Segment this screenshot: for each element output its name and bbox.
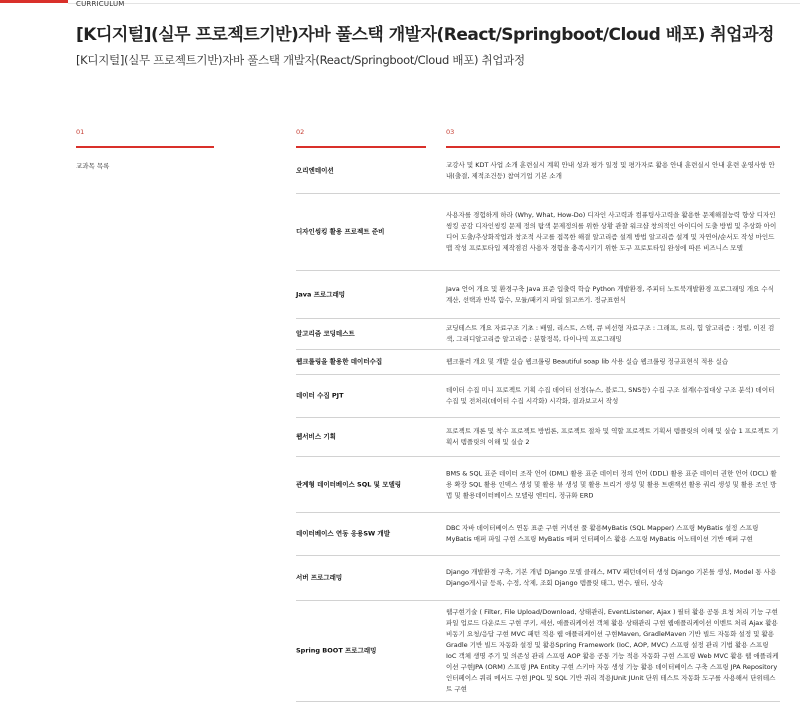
- table-row: [296, 513, 780, 556]
- course-name: 웹서비스 기획: [296, 432, 336, 441]
- course-description: 웹크롤러 개요 및 개발 실습 웹크롤링 Beautiful soap lib 사용 실습 웹크롤링 정규표현식 적용 실습: [446, 357, 729, 366]
- column-number-1: 01: [76, 128, 85, 136]
- table-row: [296, 194, 780, 271]
- course-description: Django 개발환경 구축, 기본 개념 Django 모델 클래스, MTV 패턴데이터 생성 Django 기본틀 생성, Model 통 사용 Django게시글 등록, 수정, 삭제, 조회 Django 템플릿 태그, 변수, 필터, 상속: [446, 568, 777, 587]
- course-description: 코딩테스트 개요 자료구조 기초 : 배열, 리스트, 스택, 큐 비선형 자료구조 : 그래프, 트리, 힙 알고리즘 : 정렬, 이진 검색, 그리디알고리즘 알고리즘 : 분할정복, 다이나믹 프로그래밍: [446, 324, 775, 343]
- top-divider: [68, 3, 800, 4]
- course-name: 오리엔테이션: [296, 166, 334, 174]
- course-name: Spring BOOT 프로그래밍: [296, 646, 377, 655]
- course-name: 디자인씽킹 활용 프로젝트 준비: [296, 227, 385, 236]
- column-number-2: 02: [296, 128, 305, 136]
- course-name: 서버 프로그래밍: [296, 573, 343, 582]
- table-row: [296, 457, 780, 513]
- course-name: Java 프로그래밍: [296, 290, 346, 298]
- table-row: [296, 556, 780, 601]
- course-description: BMS & SQL 표준 데이터 조작 언어 (DML) 활용 표준 데이터 정의 언어 (DDL) 활용 표준 데이터 권한 언어 (DCL) 활용 확장 SQL 활용 인덱스 생성 및 활용 뷰 생성 및 활용 트리거 생성 및 활용 트랜잭션 활용 쿼리 생성 및 활용 조인 방법 및 활용데이터베이스 모델링 엔티티, 정규화 ERD: [446, 469, 777, 499]
- course-description: 프로젝트 개론 및 착수 프로젝트 방법론, 프로젝트 절차 및 역할 프로젝트 기획서 템플릿의 이해 및 실습 1 프로젝트 기획서 템플릿의 이해 및 실습 2: [446, 427, 779, 446]
- page-title: [K디지털](실무 프로젝트기반)자바 풀스택 개발자(React/Springboot/Cloud 배포) 취업과정: [76, 25, 774, 45]
- table-row: [296, 148, 780, 194]
- table-row: [296, 319, 780, 350]
- course-name: 데이터베이스 연동 응용SW 개발: [296, 529, 390, 538]
- course-name: 데이터 수집 PJT: [296, 391, 344, 400]
- section-eyebrow: CURRICULUM: [76, 0, 125, 8]
- course-name: 웹크롤링을 활용한 데이터수집: [296, 357, 383, 366]
- course-description: 사용자를 경험하게 하라 (Why, What, How-Do) 디자인 사고력과 컴퓨팅사고력을 활용한 문제해결능력 향상 디자인씽킹 공감 디자인씽킹 문제 정의 탐색 문제정의를 위한 상황 관찰 워크샵 창의적인 아이디어 도출 방법 및 추상화 아이디어 도출/추상화작업과 창조적 사고를 접목한 해결 알고리즘 설계 방법 알고리즘 설계 및 자연어/순서도 작성 마인드맵 작성 프로토타입 제작점검 사용자 경험을 충족시키기 위한 도구 프로토타입 완성에 따른 비즈니스 모델: [446, 211, 777, 252]
- column-number-3: 03: [446, 128, 455, 136]
- course-description: DBC 자바 데이터베이스 연동 표준 구현 커넥션 풀 활용MyBatis (SQL Mapper) 스프링 MyBatis 설정 스프링 MyBatis 매퍼 파일 구현 스프링 MyBatis 매퍼 인터페이스 활용 스프링 MyBatis 어노테이션 기반 매퍼 구현: [446, 524, 759, 543]
- category-label: 교과목 목록: [76, 162, 110, 170]
- course-description: 교강사 및 KDT 사업 소개 훈련실시 계획 안내 성과 평가 일정 및 평가자로 활용 안내 훈련실시 안내 훈련 운영사항 안내(출결, 제적조건등) 참여기업 기본 소개: [446, 160, 775, 180]
- table-row: [296, 375, 780, 418]
- course-description: 데이터 수집 미니 프로젝트 기획 수집 데이터 선정(뉴스, 블로그, SNS등) 수집 구조 설계(수집대상 구조 분석) 데이터 수집 및 전처리(데이터 수집 시각화) 시각화, 결과보고서 작성: [446, 386, 775, 405]
- page-subtitle: [K디지털](실무 프로젝트기반)자바 풀스택 개발자(React/Springboot/Cloud 배포) 취업과정: [76, 53, 525, 67]
- table-row: [296, 601, 780, 702]
- table-row: [296, 350, 780, 375]
- table-row: [296, 418, 780, 457]
- column-rule-1: [76, 146, 214, 148]
- top-accent-bar: [0, 0, 68, 3]
- course-name: 알고리즘 코딩테스트: [296, 329, 355, 338]
- course-description: Java 언어 개요 및 환경구축 Java 표준 입출력 학습 Python 개발환경, 주피터 노트북개발환경 프로그래밍 개요 수식 계산, 선택과 반복 함수, 모듈/패키지 파일 읽고쓰기. 정규표현식: [446, 284, 774, 304]
- course-name: 관계형 데이터베이스 SQL 및 모델링: [296, 480, 402, 488]
- table-row: [296, 271, 780, 319]
- course-description: 웹구현기술 ( Filter, File Upload/Download, 상태관리, EventListener, Ajax ) 필터 활용 공통 요청 처리 기능 구현 파일 업로드 다운로드 구현 쿠키, 세션, 애플리케이션 객체 활용 상태관리 구현 웹애플리케이션 이벤트 처리 Ajax 활용 비동기 요청/응답 구현 MVC 패턴 적용 웹 애플리케이션 구현Maven, GradleMaven 기반 빌드 자동화 설정 및 활용 Gradle 기반 빌드 자동화 설정 및 활용Spring Framework (IoC, AOP, MVC) 스프링 설정 관리 기법 활용 스프링 IoC 객체 생명 주기 및 의존성 관리 스프링 AOP 활용 공통 기능 적용 자동화 구현 스프링 Web MVC 활용 웹 애플리케이션 구현JPA (ORM) 스프링 JPA Entity 구현 스키마 자동 생성 기능 활용 데이터베이스 구축 스프링 JPA Repository 인터페이스 쿼리 메서드 구현 JPQL 및 SQL 기반 쿼리 적용JUnit JUnit 단위 테스트 자동화 도구를 사용해서 단위테스트 구현: [446, 608, 779, 693]
